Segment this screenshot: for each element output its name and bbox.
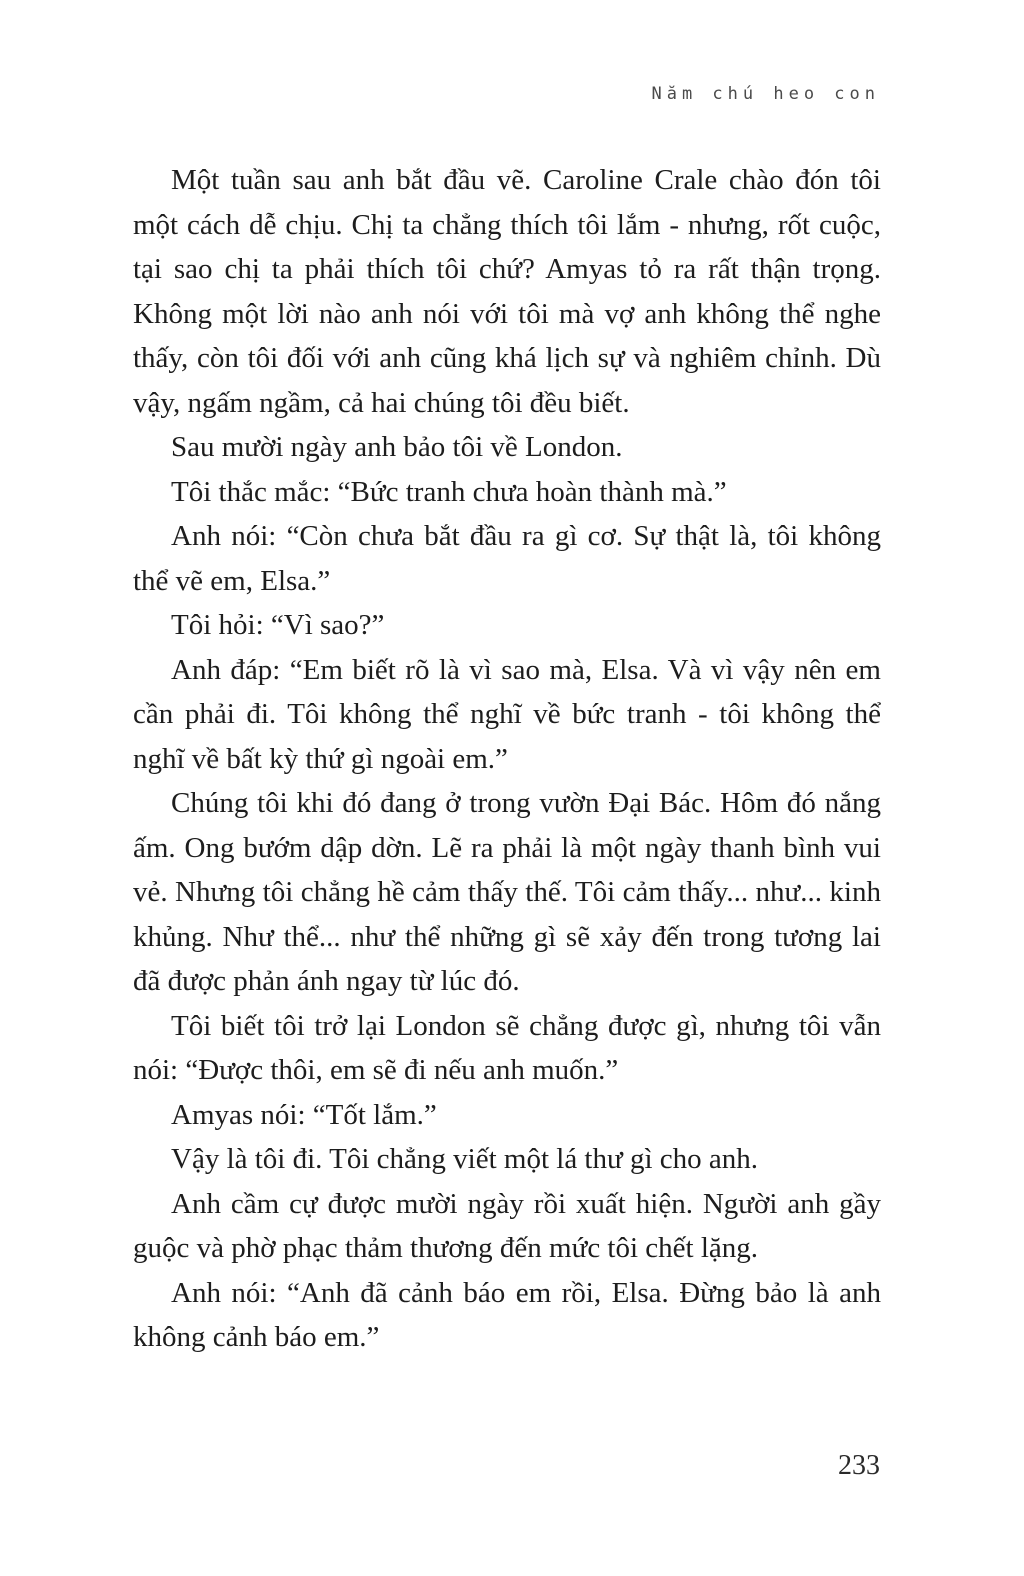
paragraph-4: Anh nói: “Còn chưa bắt đầu ra gì cơ. Sự thật là, tôi không thể vẽ em, Elsa.” [133,520,881,597]
paragraph-7: Chúng tôi khi đó đang ở trong vườn Đại Bác. Hôm đó nắng ấm. Ong bướm dập dờn. Lẽ ra phải là một ngày thanh bình vui vẻ. Nhưng tôi chẳng hề cảm thấy thế. Tôi cảm thấy... như... kinh khủng. Như thể... như thể những gì sẽ xảy đến trong tương lai đã được phản ánh ngay từ lúc đó. [133,787,881,997]
paragraph-2: Sau mười ngày anh bảo tôi về London. [171,431,623,463]
page-number: 233 [838,1450,880,1481]
paragraph-5: Tôi hỏi: “Vì sao?” [171,609,385,641]
paragraph-10: Vậy là tôi đi. Tôi chẳng viết một lá thư gì cho anh. [171,1143,759,1175]
text-body [133,158,881,1360]
paragraph-1: Một tuần sau anh bắt đầu vẽ. Caroline Crale chào đón tôi một cách dễ chịu. Chị ta chẳng thích tôi lắm - nhưng, rốt cuộc, tại sao chị ta phải thích tôi chứ? Amyas tỏ ra rất thận trọng. Không một lời nào anh nói với tôi mà vợ anh không thể nghe thấy, còn tôi đối với anh cũng khá lịch sự và nghiêm chỉnh. Dù vậy, ngấm ngầm, cả hai chúng tôi đều biết. [133,164,881,419]
paragraph-3: Tôi thắc mắc: “Bức tranh chưa hoàn thành mà.” [171,475,727,508]
paragraph-8: Tôi biết tôi trở lại London sẽ chẳng được gì, nhưng tôi vẫn nói: “Được thôi, em sẽ đi nếu anh muốn.” [133,1009,881,1086]
paragraph-11: Anh cầm cự được mười ngày rồi xuất hiện. Người anh gầy guộc và phờ phạc thảm thương đến mức tôi chết lặng. [133,1187,881,1264]
paragraph-9: Amyas nói: “Tốt lắm.” [171,1098,437,1131]
running-header: Năm chú heo con [651,84,880,104]
paragraph-6: Anh đáp: “Em biết rõ là vì sao mà, Elsa. Và vì vậy nên em cần phải đi. Tôi không thể nghĩ về bức tranh - tôi không thể nghĩ về bất kỳ thứ gì ngoài em.” [133,653,881,775]
paragraph-12: Anh nói: “Anh đã cảnh báo em rồi, Elsa. Đừng bảo là anh không cảnh báo em.” [133,1276,881,1353]
